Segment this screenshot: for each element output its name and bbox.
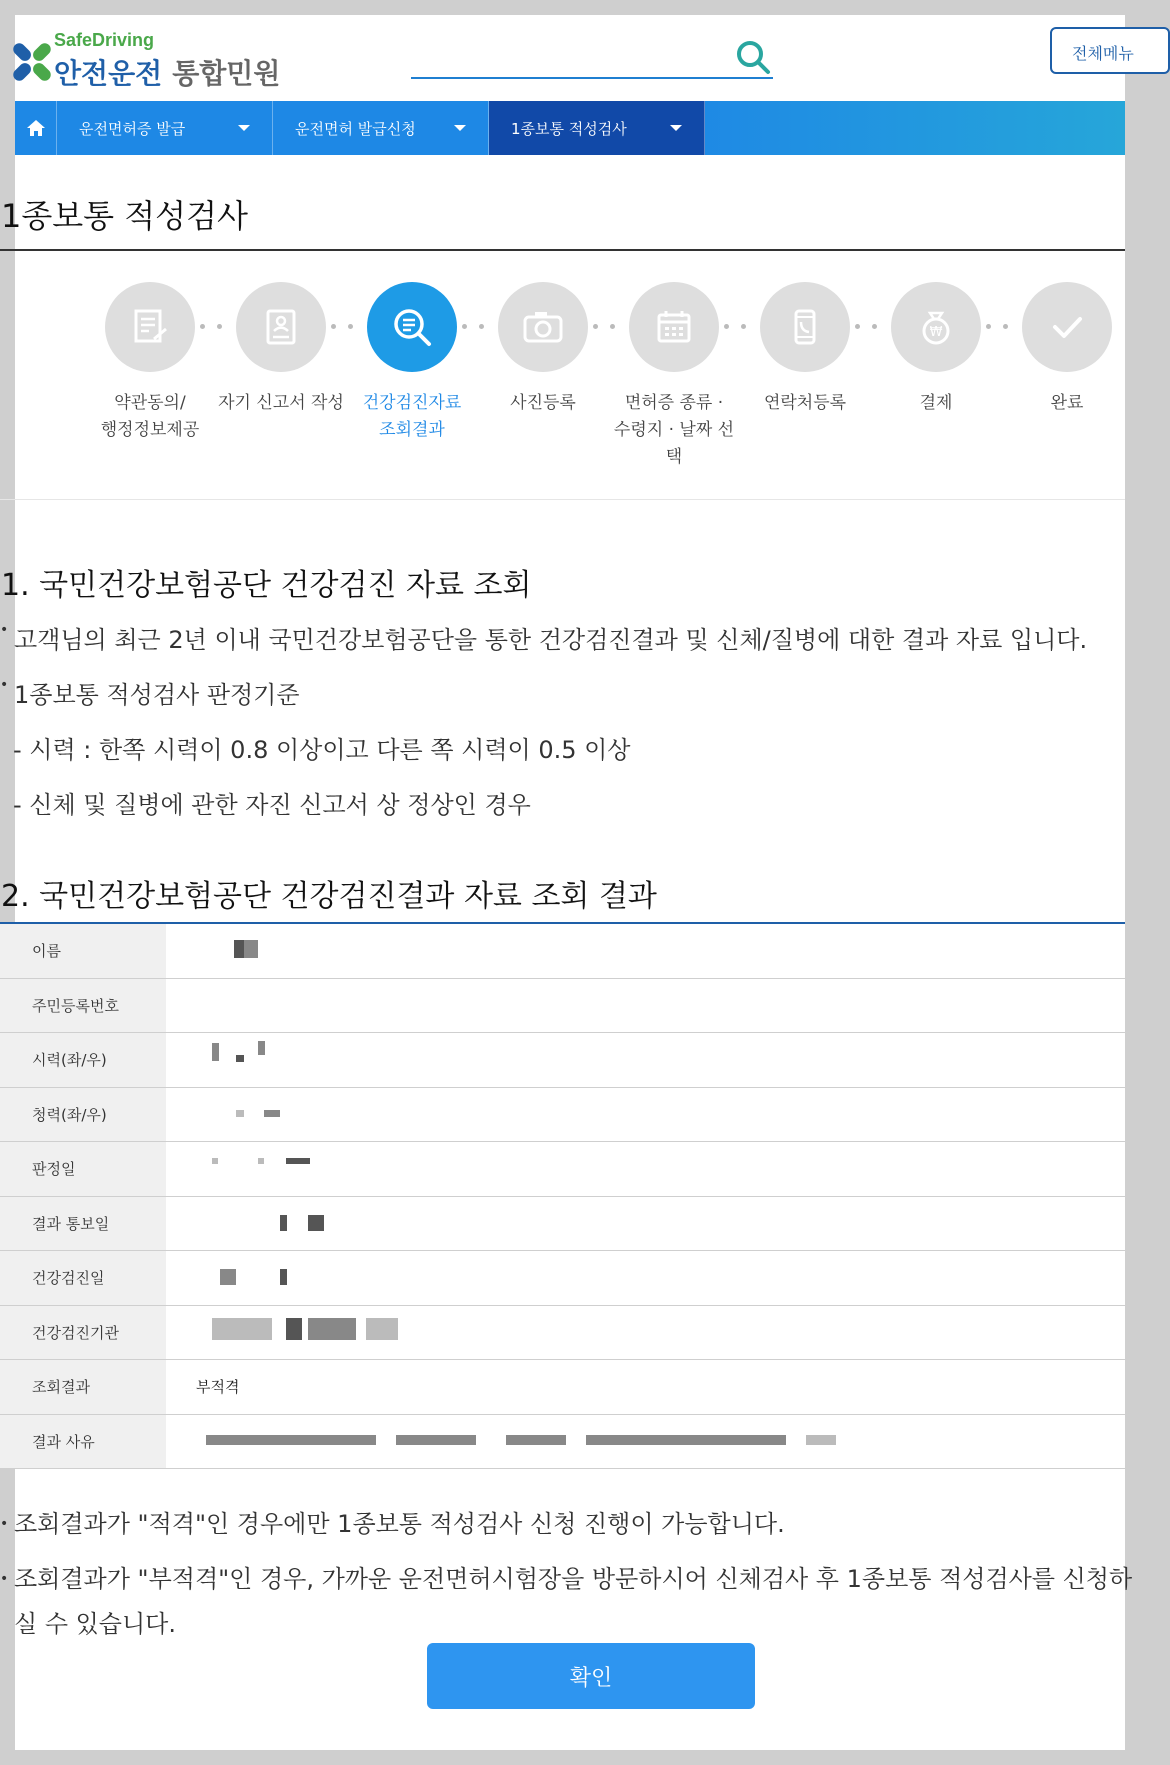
step-label: 사진등록 bbox=[510, 393, 576, 413]
table-row bbox=[0, 1197, 1125, 1252]
row-value bbox=[166, 1306, 1125, 1360]
step-circle bbox=[236, 282, 326, 372]
table-row bbox=[0, 1142, 1125, 1197]
bullet-dot: • bbox=[0, 1571, 9, 1587]
check-icon bbox=[1047, 307, 1087, 347]
step-contact bbox=[740, 282, 870, 417]
redacted-block bbox=[264, 1110, 280, 1117]
note-text: 조회결과가 "부적격"인 경우, 가까운 운전면허시험장을 방문하시어 신체검사 후 1종보통 적성검사를 신청하실 수 있습니다. bbox=[14, 1565, 1133, 1638]
breadcrumb-nav bbox=[15, 101, 1125, 155]
step-circle bbox=[1022, 282, 1112, 372]
table-row bbox=[0, 924, 1125, 979]
money-bag-icon bbox=[916, 307, 956, 347]
row-value bbox=[166, 924, 1125, 978]
step-label: 면허증 종류 · 수령지 · 날짜 선택 bbox=[613, 393, 735, 467]
redacted-block bbox=[806, 1435, 836, 1445]
bullet-text: 1종보통 적성검사 판정기준 bbox=[14, 681, 300, 709]
redacted-block bbox=[280, 1269, 287, 1285]
page-title: 1종보통 적성검사 bbox=[1, 197, 248, 235]
title-divider bbox=[0, 249, 1125, 251]
step-circle bbox=[105, 282, 195, 372]
svg-text:₩: ₩ bbox=[929, 325, 943, 340]
note-text: 조회결과가 "적격"인 경우에만 1종보통 적성검사 신청 진행이 가능합니다. bbox=[14, 1510, 785, 1538]
result-table bbox=[0, 922, 1125, 1469]
row-value bbox=[166, 1251, 1125, 1305]
table-row bbox=[0, 1033, 1125, 1088]
redacted-block bbox=[236, 1110, 244, 1117]
logo-main bbox=[54, 52, 280, 92]
step-label: 건강검진자료 조회결과 bbox=[362, 393, 462, 440]
row-value bbox=[166, 1142, 1125, 1196]
site-logo[interactable] bbox=[0, 25, 281, 95]
step-label: 자기 신고서 작성 bbox=[218, 393, 344, 413]
redacted-block bbox=[366, 1318, 398, 1340]
step-circle bbox=[629, 282, 719, 372]
search-document-icon bbox=[390, 305, 434, 349]
table-row bbox=[0, 1088, 1125, 1143]
redacted-block bbox=[212, 1043, 219, 1061]
home-icon bbox=[27, 120, 45, 136]
nav-item-label: 1종보통 적성검사 bbox=[511, 119, 627, 138]
redacted-block bbox=[308, 1215, 324, 1231]
chevron-down-icon bbox=[454, 125, 466, 131]
redacted-block bbox=[286, 1318, 302, 1340]
row-label: 건강검진일 bbox=[0, 1251, 166, 1305]
bullet-dot: • bbox=[0, 1516, 9, 1532]
steps-divider bbox=[0, 499, 1125, 500]
progress-steps bbox=[85, 282, 1135, 467]
confirm-button[interactable]: 확인 bbox=[427, 1643, 755, 1709]
camera-icon bbox=[521, 307, 565, 347]
redacted-block bbox=[206, 1435, 376, 1445]
table-row bbox=[0, 1251, 1125, 1306]
step-label: 결제 bbox=[919, 393, 953, 413]
step-health-check bbox=[347, 282, 477, 444]
bullet-text: 고객님의 최근 2년 이내 국민건강보험공단을 통한 건강검진결과 및 신체/질병에 대한 결과 자료 입니다. bbox=[14, 626, 1088, 654]
table-row bbox=[0, 1306, 1125, 1361]
row-value bbox=[166, 1197, 1125, 1251]
criteria-vision: - 시력 : 한쪽 시력이 0.8 이상이고 다른 쪽 시력이 0.5 이상 bbox=[13, 736, 631, 764]
calendar-icon bbox=[654, 307, 694, 347]
step-label: 연락처등록 bbox=[763, 393, 847, 413]
nav-item-aptitude-test[interactable] bbox=[489, 101, 705, 155]
row-label: 청력(좌/우) bbox=[0, 1088, 166, 1142]
redacted-block bbox=[280, 1215, 287, 1231]
redacted-block bbox=[258, 1158, 264, 1164]
all-menu-button[interactable]: 전체메뉴 bbox=[1050, 27, 1170, 74]
section1-bullet bbox=[2, 620, 1087, 655]
ineligibility-note bbox=[2, 1557, 1142, 1647]
page-frame bbox=[0, 15, 1134, 1750]
chevron-down-icon bbox=[670, 125, 682, 131]
step-label: 완료 bbox=[1050, 393, 1084, 413]
step-payment bbox=[871, 282, 1001, 417]
step-self-report bbox=[216, 282, 346, 417]
bullet-dot: • bbox=[0, 622, 9, 638]
redacted-block bbox=[506, 1435, 566, 1445]
criteria-body: - 신체 및 질병에 관한 자진 신고서 상 정상인 경우 bbox=[13, 791, 531, 819]
chevron-down-icon bbox=[238, 125, 250, 131]
row-label: 주민등록번호 bbox=[0, 979, 166, 1033]
redacted-block bbox=[212, 1318, 272, 1340]
step-photo bbox=[478, 282, 608, 417]
step-circle bbox=[498, 282, 588, 372]
redacted-block bbox=[234, 940, 244, 958]
nav-item-license-issue[interactable] bbox=[57, 101, 273, 155]
redacted-block bbox=[220, 1269, 236, 1285]
step-label: 약관동의/ 행정정보제공 bbox=[100, 393, 200, 440]
search-input[interactable] bbox=[411, 29, 773, 79]
step-circle bbox=[891, 282, 981, 372]
redacted-block bbox=[308, 1318, 356, 1340]
form-icon bbox=[261, 307, 301, 347]
step-license-type bbox=[609, 282, 739, 471]
logo-mark-icon bbox=[6, 36, 58, 88]
row-label: 시력(좌/우) bbox=[0, 1033, 166, 1087]
row-value bbox=[166, 1360, 1125, 1414]
row-label: 건강검진기관 bbox=[0, 1306, 166, 1360]
redacted-block bbox=[244, 940, 258, 958]
section2-title: 2. 국민건강보험공단 건강검진결과 자료 조회 결과 bbox=[1, 879, 657, 914]
step-terms bbox=[85, 282, 215, 444]
logo-main-suffix: 통합민원 bbox=[172, 57, 281, 90]
redacted-block bbox=[258, 1041, 265, 1055]
redacted-block bbox=[396, 1435, 476, 1445]
site-header bbox=[15, 15, 1134, 101]
redacted-block bbox=[586, 1435, 786, 1445]
eligibility-note bbox=[2, 1502, 1142, 1547]
row-label: 조회결과 bbox=[0, 1360, 166, 1414]
table-row bbox=[0, 1415, 1125, 1470]
redacted-block bbox=[286, 1158, 310, 1164]
redacted-block bbox=[212, 1158, 218, 1164]
document-icon bbox=[130, 307, 170, 347]
row-value bbox=[166, 1415, 1125, 1469]
row-value bbox=[166, 1033, 1125, 1087]
row-label: 이름 bbox=[0, 924, 166, 978]
nav-item-label: 운전면허증 발급 bbox=[79, 119, 186, 138]
logo-sub: SafeDriving bbox=[54, 30, 155, 50]
step-circle bbox=[760, 282, 850, 372]
row-label: 결과 사유 bbox=[0, 1415, 166, 1469]
logo-text bbox=[6, 30, 281, 90]
step-circle bbox=[367, 282, 457, 372]
step-complete bbox=[1002, 282, 1132, 417]
result-status: 부적격 bbox=[196, 1378, 240, 1397]
section1-title: 1. 국민건강보험공단 건강검진 자료 조회 bbox=[1, 568, 532, 603]
nav-item-label: 운전면허 발급신청 bbox=[295, 119, 416, 138]
table-row bbox=[0, 979, 1125, 1034]
home-button[interactable] bbox=[15, 101, 57, 155]
table-row bbox=[0, 1360, 1125, 1415]
row-label: 결과 통보일 bbox=[0, 1197, 166, 1251]
redacted-block bbox=[236, 1055, 244, 1062]
nav-item-license-apply[interactable] bbox=[273, 101, 489, 155]
row-label: 판정일 bbox=[0, 1142, 166, 1196]
search-icon[interactable] bbox=[735, 39, 771, 75]
section1-bullet bbox=[2, 675, 300, 710]
phone-icon bbox=[785, 307, 825, 347]
row-value bbox=[166, 979, 1125, 1033]
row-value bbox=[166, 1088, 1125, 1142]
bullet-dot: • bbox=[0, 677, 9, 693]
logo-main-text: 안전운전 bbox=[54, 57, 163, 90]
